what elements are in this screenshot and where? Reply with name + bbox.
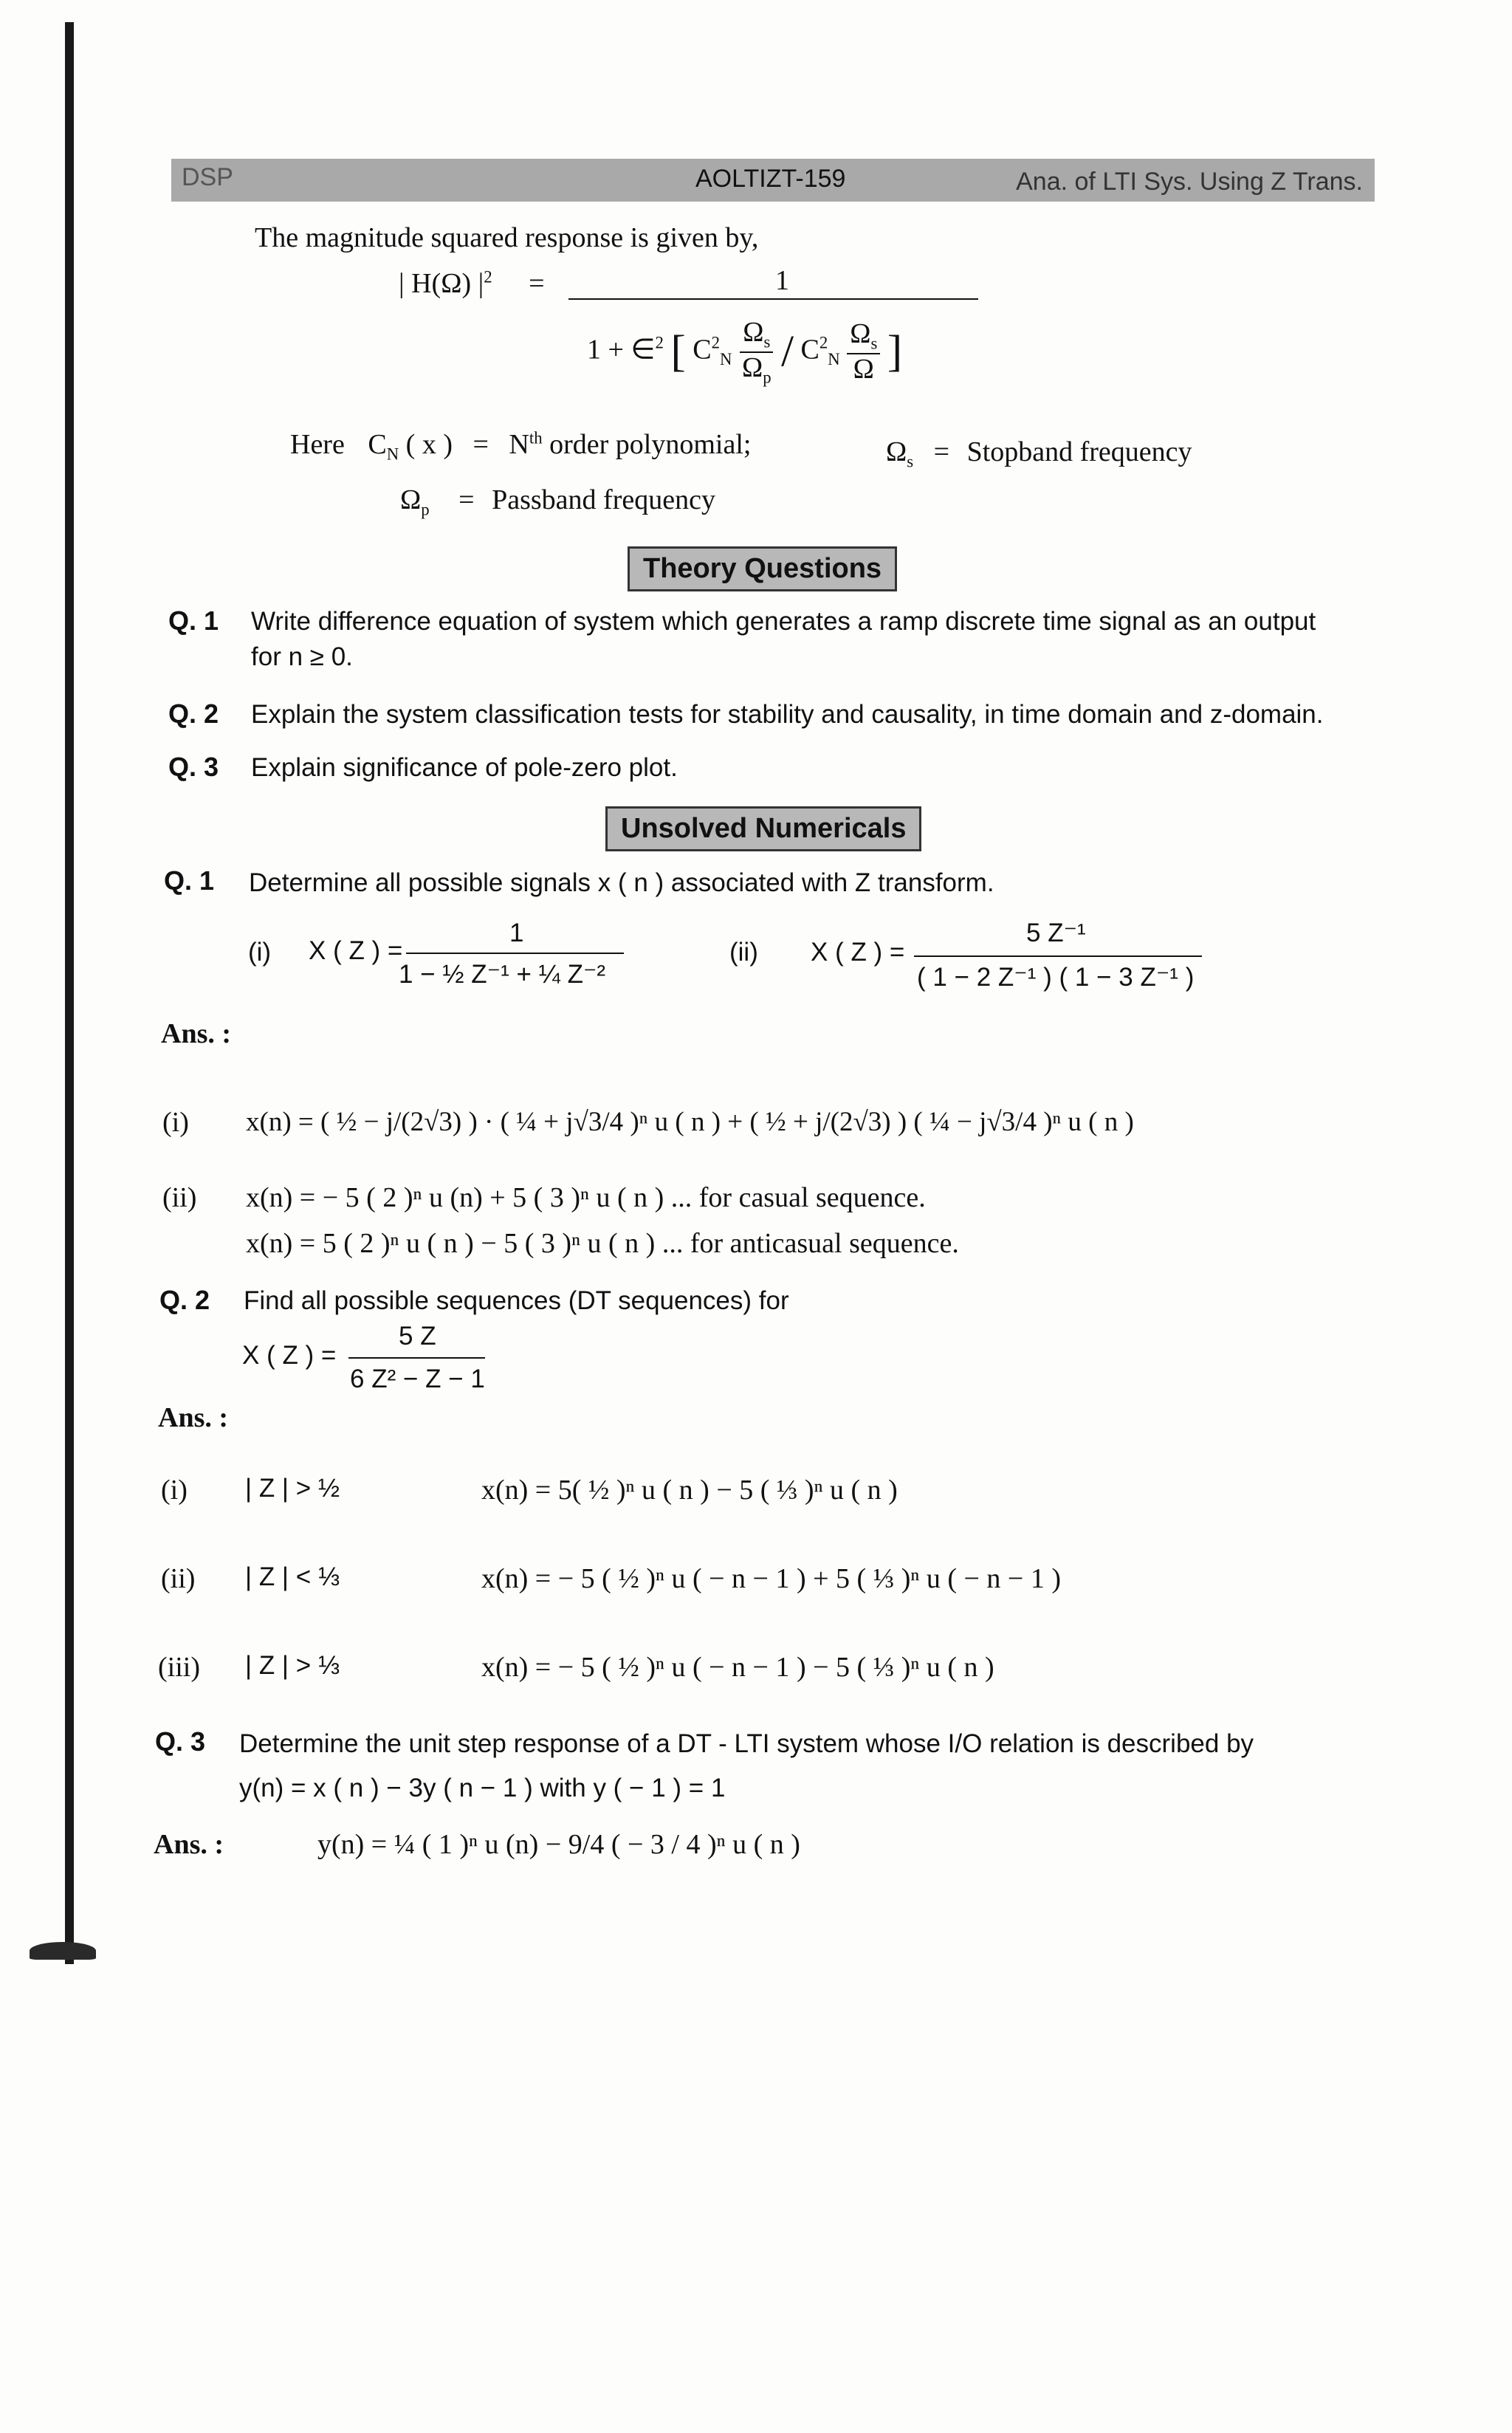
slash: /: [781, 326, 794, 377]
pass-eq: =: [458, 484, 475, 515]
q2-row-i-label: (i): [161, 1475, 188, 1506]
q1-i-xz: X ( Z ) =: [309, 936, 403, 965]
den-power: 2: [655, 333, 664, 352]
bracket-close: ]: [887, 326, 903, 377]
theory-q1-text2: for n ≥ 0.: [251, 642, 353, 671]
q1-ii-den: ( 1 − 2 Z⁻¹ ) ( 1 − 3 Z⁻¹ ): [917, 963, 1195, 992]
theory-questions-heading: Theory Questions: [628, 546, 897, 591]
q2-row-i-roc: | Z | > ½: [245, 1474, 340, 1503]
stop-omega: Ω: [886, 436, 907, 467]
q1-ans-label: Ans. :: [161, 1018, 232, 1049]
ratio-sp-num: $\Omega_s$: [740, 318, 773, 353]
q1-part-i: (i): [248, 938, 272, 967]
h-equals: =: [529, 268, 545, 299]
q3-answer: y(n) = ¼ ( 1 )ⁿ u (n) − 9/4 ( − 3 / 4 )ⁿ u ( n ): [317, 1829, 800, 1860]
h-lhs: [399, 267, 545, 300]
stop-label: Stopband frequency: [966, 436, 1192, 467]
stop-eq: =: [933, 436, 950, 467]
unsolved-numericals-heading: Unsolved Numericals: [605, 806, 921, 851]
here-word: Here: [290, 429, 345, 460]
q2-xz: X ( Z ) =: [242, 1341, 337, 1370]
cn-def-arg: ( x ): [405, 429, 453, 460]
cn-sub: N: [719, 349, 732, 368]
q3-ans-label: Ans. :: [154, 1829, 224, 1860]
h-denominator: [587, 318, 902, 386]
page-header: [171, 159, 1375, 202]
q1-part-ii: (ii): [729, 938, 758, 967]
pass-label: Passband frequency: [492, 484, 715, 515]
n-letter: N: [509, 429, 529, 460]
den-prefix: 1 + ∈: [587, 334, 656, 366]
q2-row-ii-roc: | Z | < ⅓: [245, 1562, 340, 1591]
cn-def-sup: th: [529, 428, 543, 447]
header-code: AOLTIZT-159: [695, 165, 846, 193]
stopband-definition: [886, 436, 1192, 472]
bracket-open: [: [670, 326, 686, 377]
q2-row-iii-label: (iii): [158, 1652, 200, 1683]
q2-row-iii-x: x(n) = − 5 ( ½ )ⁿ u ( − n − 1 ) − 5 ( ⅓ )ⁿ u ( n ): [481, 1652, 994, 1683]
q1-ans-ii-b: x(n) = 5 ( 2 )ⁿ u ( n ) − 5 ( 3 )ⁿ u ( n ) ... for anticasual sequence.: [246, 1228, 959, 1259]
binding-foot: [30, 1942, 96, 1960]
unsolved-q3-text2: y(n) = x ( n ) − 3y ( n − 1 ) with y ( − 1 ) = 1: [239, 1774, 726, 1802]
ratio-s-omega: [847, 319, 880, 385]
q2-den-expr: 6 Z² − Z − 1: [350, 1365, 485, 1393]
q1-i-den: 1 − ½ Z⁻¹ + ¼ Z⁻²: [399, 960, 606, 989]
unsolved-q2-num: Q. 2: [159, 1285, 210, 1315]
cn-def-eq: =: [472, 429, 489, 460]
ratio-sp: [739, 318, 774, 386]
q2-num-expr: 5 Z: [399, 1322, 436, 1351]
unsolved-q1-num: Q. 1: [164, 865, 215, 896]
q2-bar: [348, 1357, 485, 1359]
unsolved-q1-text: Determine all possible signals x ( n ) associated with Z transform.: [249, 868, 994, 897]
pass-sub: p: [421, 500, 430, 519]
ratio-sp-den: $\Omega_p$: [741, 351, 772, 387]
q1-ans-i: x(n) = ( ½ − j/(2√3) ) · ( ¼ + j√3/4 )ⁿ u ( n ) + ( ½ + j/(2√3) ) ( ¼ − j√3/4 )ⁿ u ( n ): [246, 1107, 1134, 1137]
q1-ans-ii-a: x(n) = − 5 ( 2 )ⁿ u (n) + 5 ( 3 )ⁿ u ( n ) ... for casual sequence.: [246, 1182, 926, 1213]
q1-ii-xz: X ( Z ) =: [811, 938, 905, 967]
theory-q2-num: Q. 2: [168, 699, 219, 729]
cn-right-sub: N: [828, 349, 840, 368]
theory-q3-text: Explain significance of pole-zero plot.: [251, 753, 678, 782]
q2-row-iii-roc: | Z | > ⅓: [245, 1651, 340, 1680]
q1-ans-i-label: (i): [162, 1107, 189, 1138]
ratio-s-den: Ω: [853, 353, 874, 385]
q1-i-num: 1: [509, 919, 524, 947]
cn-definition: [290, 428, 751, 464]
h-numerator: 1: [775, 265, 789, 296]
q1-i-bar: [406, 953, 624, 954]
q1-ii-bar: [914, 955, 1202, 957]
h-lhs-power: 2: [484, 267, 492, 286]
header-left: DSP: [182, 163, 233, 191]
pass-omega: Ω: [400, 484, 422, 515]
q2-row-ii-x: x(n) = − 5 ( ½ )ⁿ u ( − n − 1 ) + 5 ( ⅓ )ⁿ u ( − n − 1 ): [481, 1563, 1061, 1594]
h-fraction-bar: [568, 298, 978, 300]
binding-edge: [65, 22, 74, 1964]
passband-definition: [400, 484, 715, 520]
cn-right: C: [800, 334, 819, 366]
cn-right-sup: 2: [819, 333, 828, 352]
h-lhs-text: | H(Ω) |: [399, 268, 484, 299]
cn-sup: 2: [711, 333, 720, 352]
unsolved-q2-text: Find all possible sequences (DT sequences) for: [244, 1286, 789, 1315]
theory-q2-text: Explain the system classification tests for stability and causality, in time domain and z-domain.: [251, 700, 1324, 729]
stop-sub: s: [907, 452, 914, 471]
cn-def-rhs: order polynomial;: [549, 429, 752, 460]
unsolved-q3-num: Q. 3: [155, 1726, 206, 1757]
unsolved-q3-text: Determine the unit step response of a DT - LTI system whose I/O relation is described by: [239, 1729, 1254, 1758]
q2-ans-label: Ans. :: [158, 1402, 229, 1433]
intro-line: The magnitude squared response is given by,: [255, 222, 759, 253]
theory-q1-text: Write difference equation of system which generates a ramp discrete time signal as an output: [251, 607, 1316, 636]
cn-def-lhs: C: [368, 429, 387, 460]
theory-q3-num: Q. 3: [168, 752, 219, 782]
q2-row-i-x: x(n) = 5( ½ )ⁿ u ( n ) − 5 ( ⅓ )ⁿ u ( n ): [481, 1475, 898, 1506]
header-right: Ana. of LTI Sys. Using Z Trans.: [1016, 168, 1363, 196]
theory-q1-num: Q. 1: [168, 605, 219, 636]
cn-left: C: [693, 334, 712, 366]
cn-def-sub: N: [386, 445, 399, 464]
q2-row-ii-label: (ii): [161, 1563, 196, 1594]
q1-ans-ii-label: (ii): [162, 1182, 197, 1213]
q1-ii-num: 5 Z⁻¹: [1026, 919, 1086, 947]
ratio-s-num: $\Omega_s$: [847, 319, 880, 354]
